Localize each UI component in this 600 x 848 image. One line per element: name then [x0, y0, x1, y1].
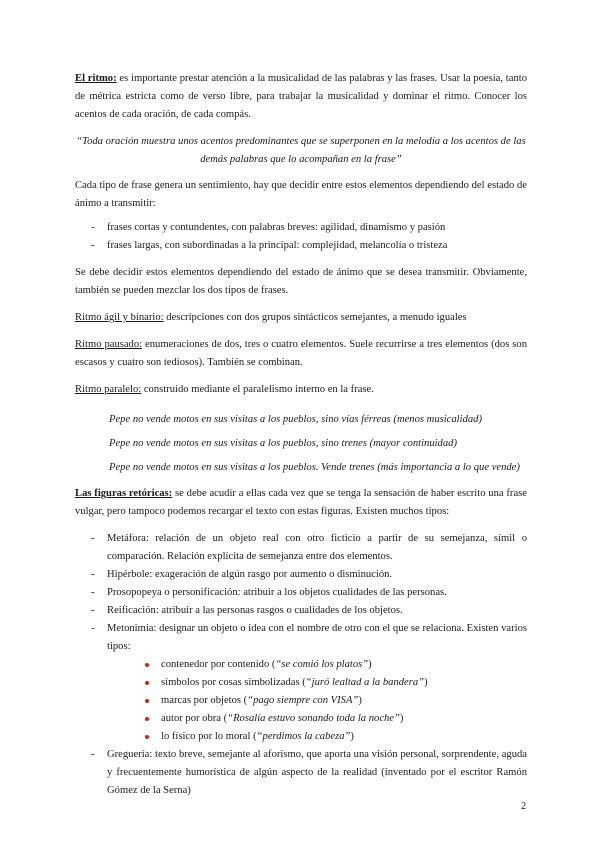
figuras-text: se debe acudir a ellas cada vez que se tenga la sensación de haber escrito una frase vulgar, pero tampoco podemos recargar el texto con estas figuras. Existen muchos tipos: [75, 488, 527, 517]
type-label: marcas por objetos ( [161, 695, 248, 706]
list-item: - Metáfora: relación de un objeto real con otro ficticio a partir de su semejanza, símil o comparación. Relación explícita de semejanza entre dos elementos. [75, 530, 527, 566]
type-close: ) [350, 731, 354, 742]
ritmo-note: Se debe decidir estos elementos dependiendo del estado de ánimo que se desea transmitir. Obviamente, también se pueden mezclar los dos tipos de frases. [75, 267, 527, 296]
type-example: “juró lealtad a la bandera” [305, 677, 425, 688]
ritmo-pausado-label: Ritmo pausado: [75, 339, 143, 350]
ritmo-text: es importante prestar atención a la musicalidad de las palabras y las frases. Usar la poesía, tanto de métrica estricta como de verso libre, para trabajar la musicalidad y dominar el ritmo. Conocer los acentos de cada oración, de cada compás. [75, 73, 527, 120]
ritmo-pausado-paragraph [75, 336, 527, 372]
type-label: autor por obra ( [161, 713, 228, 724]
list-item [107, 656, 527, 674]
figures-list [75, 530, 527, 800]
figuras-heading: Las figuras retóricas: [75, 488, 173, 499]
ritmo-intro: Cada tipo de frase genera un sentimiento, hay que decidir entre estos elementos dependiendo del estado de ánimo a transmitir: [75, 180, 527, 209]
ritmo-paragraph [75, 70, 527, 124]
list-item: - frases cortas y contundentes, con palabras breves: agilidad, dinamismo y pasión [75, 219, 527, 237]
ritmo-paralelo-paragraph [75, 381, 527, 399]
ritmo-paralelo-text: construido mediante el paralelismo interno en la frase. [141, 384, 374, 395]
type-close: ) [358, 695, 362, 706]
example-sentence: Pepe no vende motos en sus visitas a los pueblos, sino vías férreas (menos musicalidad) [109, 414, 482, 425]
list-item: - Prosopopeya o personificación: atribuir a los objetos cualidades de las personas. [75, 584, 527, 602]
list-item: - Hipérbole: exageración de algún rasgo por aumento o disminución. [75, 566, 527, 584]
list-item: - Reificación: atribuir a las personas rasgos o cualidades de los objetos. [75, 602, 527, 620]
type-example: “Rosalía estuvo sonando toda la noche” [227, 713, 400, 724]
list-item [107, 692, 527, 710]
metonimia-text: Metonimia: designar un objeto o idea con el nombre de otro con el que se relaciona. Existen varios tipos: [107, 623, 527, 652]
page-number: 2 [521, 801, 527, 812]
ritmo-agil-text: descripciones con dos grupos sintácticos semejantes, a menudo iguales [163, 312, 467, 323]
ritmo-pausado-text: enumeraciones de dos, tres o cuatro elementos. Suele recurrirse a tres elementos (dos son escasos y cuatro son tediosos). También se combinan. [75, 339, 528, 368]
ritmo-paralelo-label: Ritmo paralelo: [75, 384, 142, 395]
type-close: ) [399, 713, 404, 724]
list-item: - frases largas, con subordinadas a la principal: complejidad, melancolía o tristeza [75, 237, 527, 255]
type-example: “perdimos la cabeza” [256, 731, 351, 742]
metonimia-types-list [107, 656, 527, 746]
type-example: “se comió los platos” [275, 659, 369, 670]
ritmo-heading: El ritmo: [75, 73, 117, 84]
list-item-metonimia [75, 620, 527, 746]
example-sentence: Pepe no vende motos en sus visitas a los pueblos, sino trenes (mayor continuidad) [109, 438, 457, 449]
type-close: ) [368, 659, 372, 670]
ritmo-quote: “Toda oración muestra unos acentos predominantes que se superponen en la melodía a los acentos de las demás palabras que lo acompañan en la frase” [76, 136, 526, 165]
type-example: “pago siempre con VISA” [247, 695, 359, 706]
type-label: lo físico por lo moral ( [161, 731, 257, 742]
ritmo-agil-paragraph [75, 309, 527, 327]
type-label: símbolos por cosas simbolizadas ( [161, 677, 306, 688]
list-item [107, 710, 527, 728]
type-label: contenedor por contenido ( [161, 659, 276, 670]
figuras-paragraph [75, 485, 527, 521]
document-page [75, 70, 527, 809]
list-item: - Greguería: texto breve, semejante al aforismo, que aporta una visión personal, sorprendente, aguda y frecuentemente humorística de algún aspecto de la realidad (inventado por el escritor Ramón Gómez de la Serna) [75, 746, 527, 800]
list-item [107, 674, 527, 692]
example-sentence: Pepe no vende motos en sus visitas a los pueblos. Vende trenes (más importancia a lo que vende) [109, 462, 520, 473]
type-close: ) [424, 677, 428, 688]
sentence-types-list [75, 219, 527, 255]
ritmo-agil-label: Ritmo ágil y binario: [75, 312, 164, 323]
list-item [107, 728, 527, 746]
